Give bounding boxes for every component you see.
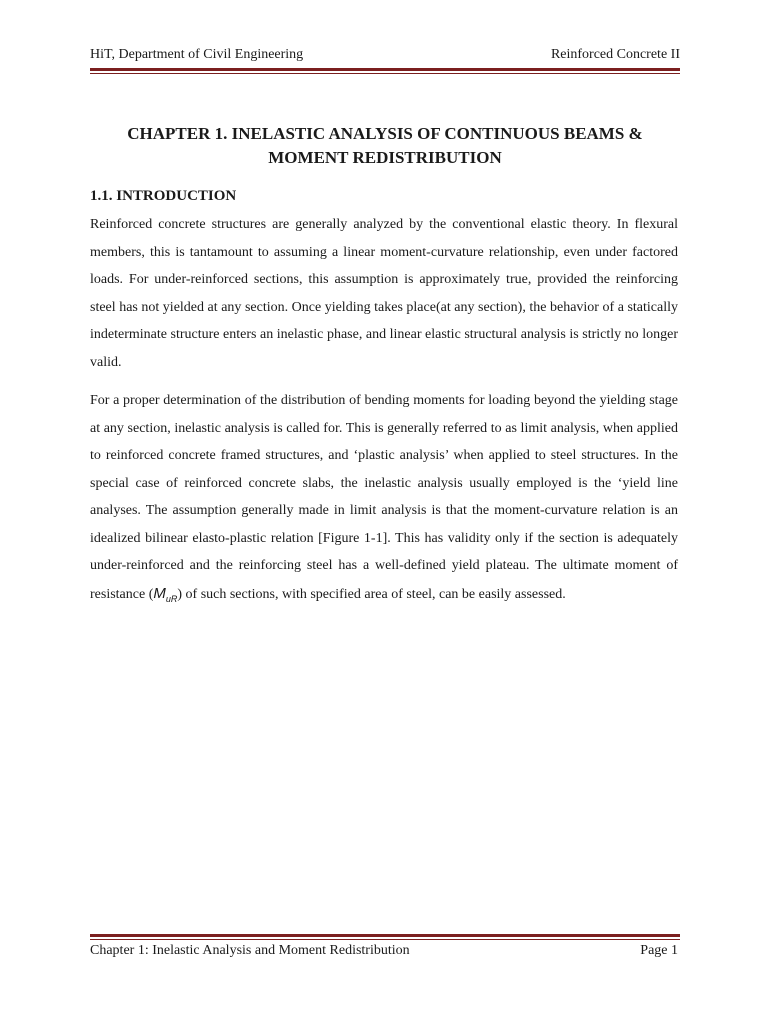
- chapter-title-line-2: MOMENT REDISTRIBUTION: [268, 148, 502, 167]
- moment-subscript: uR: [165, 593, 178, 604]
- moment-symbol: M: [153, 584, 166, 602]
- paragraph-text-after: ) of such sections, with specified area of steel, can be easily assessed.: [177, 586, 566, 602]
- paragraph-introduction: Reinforced concrete structures are generally analyzed by the conventional elastic theory. In flexural members, this is tantamount to assuming a linear moment-curvature relationship, even under factored loads. For under-reinforced sections, this assumption is approximately true, provided the reinforcing steel has not yielded at any section. Once yielding takes place(at any section), the behavior of a statically indeterminate structure enters an inelastic phase, and linear elastic structural analysis is strictly no longer valid.: [90, 217, 678, 370]
- footer-rule-thin: [90, 939, 680, 940]
- paragraph-limit-analysis: [90, 387, 678, 613]
- page-header: [90, 46, 680, 64]
- chapter-title-line-1: CHAPTER 1. INELASTIC ANALYSIS OF CONTINUOUS BEAMS &: [127, 124, 643, 143]
- footer-chapter: Chapter 1: Inelastic Analysis and Moment Redistribution: [90, 943, 410, 958]
- paragraph-text-before: For a proper determination of the distribution of bending moments for loading beyond the yielding stage at any section, inelastic analysis is called for. This is generally referred to as limit analysis, when applied to reinforced concrete framed structures, and ‘plastic analysis’ when applied to steel structures. In the special case of reinforced concrete slabs, the inelastic analysis usually employed is the ‘yield line analyses. The assumption generally made in limit analysis is that the moment-curvature relation is an idealized bilinear elasto-plastic relation [Figure 1-1]. This has validity only if the section is adequately under-reinforced and the reinforcing steel has a well-defined yield plateau. The ultimate moment of resistance (: [90, 393, 678, 602]
- header-department: HiT, Department of Civil Engineering: [90, 47, 304, 62]
- page-footer: [90, 942, 678, 960]
- chapter-title: [90, 122, 680, 170]
- footer-rule-thick: [90, 934, 680, 937]
- section-heading: 1.1. INTRODUCTION: [90, 188, 237, 204]
- header-rule-thick: [90, 68, 680, 71]
- header-rule-thin: [90, 73, 680, 74]
- header-course: Reinforced Concrete II: [550, 47, 680, 62]
- page-number: Page 1: [640, 943, 678, 958]
